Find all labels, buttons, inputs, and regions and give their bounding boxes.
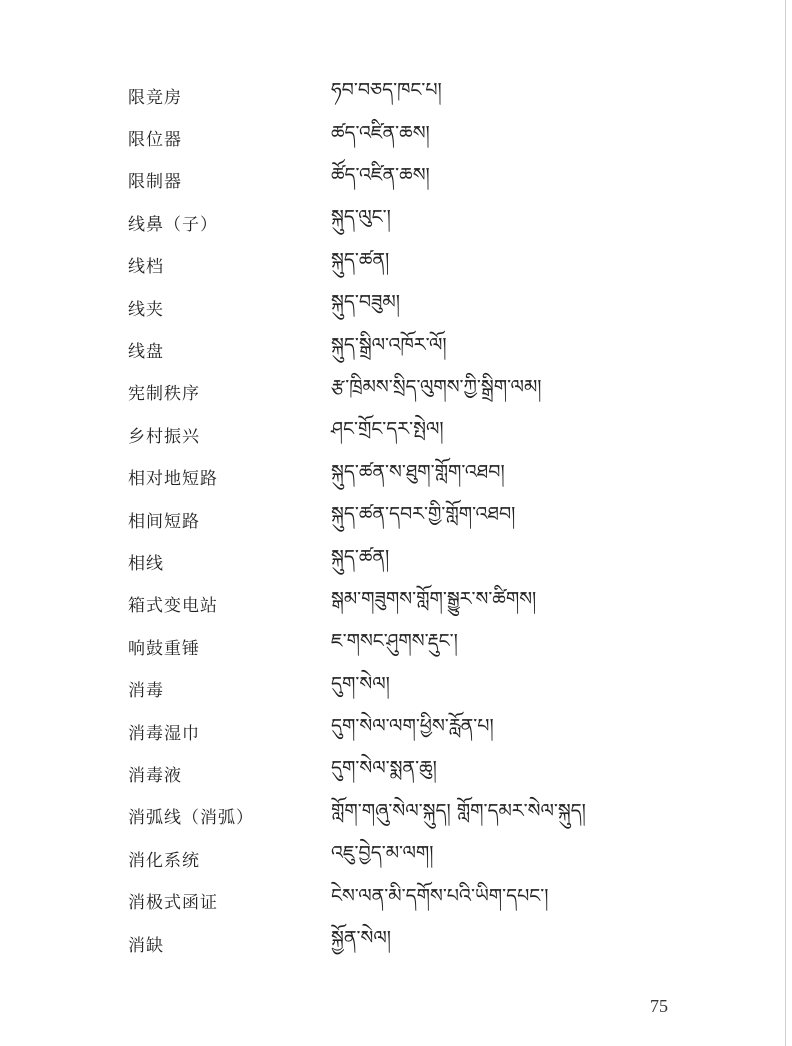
tibetan-term: ཚད་འཛིན་ཆས། <box>331 121 430 144</box>
chinese-term: 相间短路 <box>128 511 200 532</box>
chinese-term: 消极式函证 <box>128 893 218 914</box>
chinese-term: 相对地短路 <box>128 469 218 490</box>
glossary-entry <box>128 201 728 243</box>
tibetan-term: ཤང་གྲོང་དར་སྤེལ། <box>331 418 444 441</box>
tibetan-term: སྒམ་གཟུགས་གློག་སྒྱུར་ས་ཚིགས། <box>331 587 537 610</box>
tibetan-term: སྐྱོན་སེལ། <box>331 927 391 950</box>
chinese-term: 响鼓重锤 <box>128 638 200 659</box>
tibetan-term: ཧབ་བཅད་ཁང་པ། <box>331 79 442 102</box>
tibetan-term: སྐུད་ཚན་ས་ཐུག་གློག་འཐབ། <box>331 460 505 483</box>
chinese-term: 消化系统 <box>128 850 200 871</box>
chinese-term: 乡村振兴 <box>128 426 200 447</box>
tibetan-term: གློག་གཞུ་སེལ་སྐུད། གློག་དམར་སེལ་སྐུད། <box>331 799 586 822</box>
chinese-term: 相线 <box>128 553 164 574</box>
glossary-entry <box>128 244 728 286</box>
glossary-entry <box>128 922 728 964</box>
glossary-entry <box>128 879 728 921</box>
chinese-term: 箱式变电站 <box>128 596 218 617</box>
page-edge <box>785 0 786 1046</box>
glossary-entry <box>128 159 728 201</box>
tibetan-term: སྐུད་ཚན་དབར་གྱི་གློག་འཐབ། <box>331 503 516 526</box>
chinese-term: 限位器 <box>128 130 182 151</box>
chinese-term: 消弧线（消弧） <box>128 808 254 829</box>
glossary-entry <box>128 498 728 540</box>
tibetan-term: ངེས་ལན་མི་དགོས་པའི་ཡིག་དཔང་། <box>331 884 549 907</box>
tibetan-term: རྩ་ཁྲིམས་སྲིད་ལུགས་ཀྱི་སྒྲིག་ལམ། <box>331 375 542 398</box>
glossary-entry <box>128 625 728 667</box>
chinese-term: 线夹 <box>128 299 164 320</box>
tibetan-term: དུག་སེལ་སྨན་ཆུ། <box>331 757 437 780</box>
chinese-term: 宪制秩序 <box>128 384 200 405</box>
chinese-term: 线盘 <box>128 342 164 363</box>
chinese-term: 线档 <box>128 257 164 278</box>
tibetan-term: དུག་སེལ། <box>331 672 390 695</box>
chinese-term: 限制器 <box>128 172 182 193</box>
tibetan-term: སྐུད་ཚན། <box>331 545 390 568</box>
chinese-term: 限竞房 <box>128 87 182 108</box>
chinese-term: 消毒湿巾 <box>128 723 200 744</box>
chinese-term: 消缺 <box>128 935 164 956</box>
chinese-term: 消毒液 <box>128 765 182 786</box>
glossary-list <box>128 74 728 964</box>
tibetan-term: སྐུད་ལུང་། <box>331 206 391 229</box>
chinese-term: 消毒 <box>128 681 164 702</box>
tibetan-term: སྐུད་སྒྲིལ་འཁོར་ལོ། <box>331 333 447 356</box>
tibetan-term: སྐུད་ཚན། <box>331 248 390 271</box>
tibetan-term: དུག་སེལ་ལག་ཕྱིས་རློན་པ། <box>331 715 494 738</box>
tibetan-term: ཇ་གསང་ཤུགས་རྡུང་། <box>331 630 458 653</box>
page-number: 75 <box>650 996 668 1016</box>
tibetan-term: སྐུད་བཟུམ། <box>331 291 400 314</box>
tibetan-term: ཚོད་འཛིན་ཆས། <box>331 163 430 186</box>
tibetan-term: འཇུ་བྱེད་མ་ལག། <box>331 842 434 865</box>
chinese-term: 线鼻（子） <box>128 214 218 235</box>
